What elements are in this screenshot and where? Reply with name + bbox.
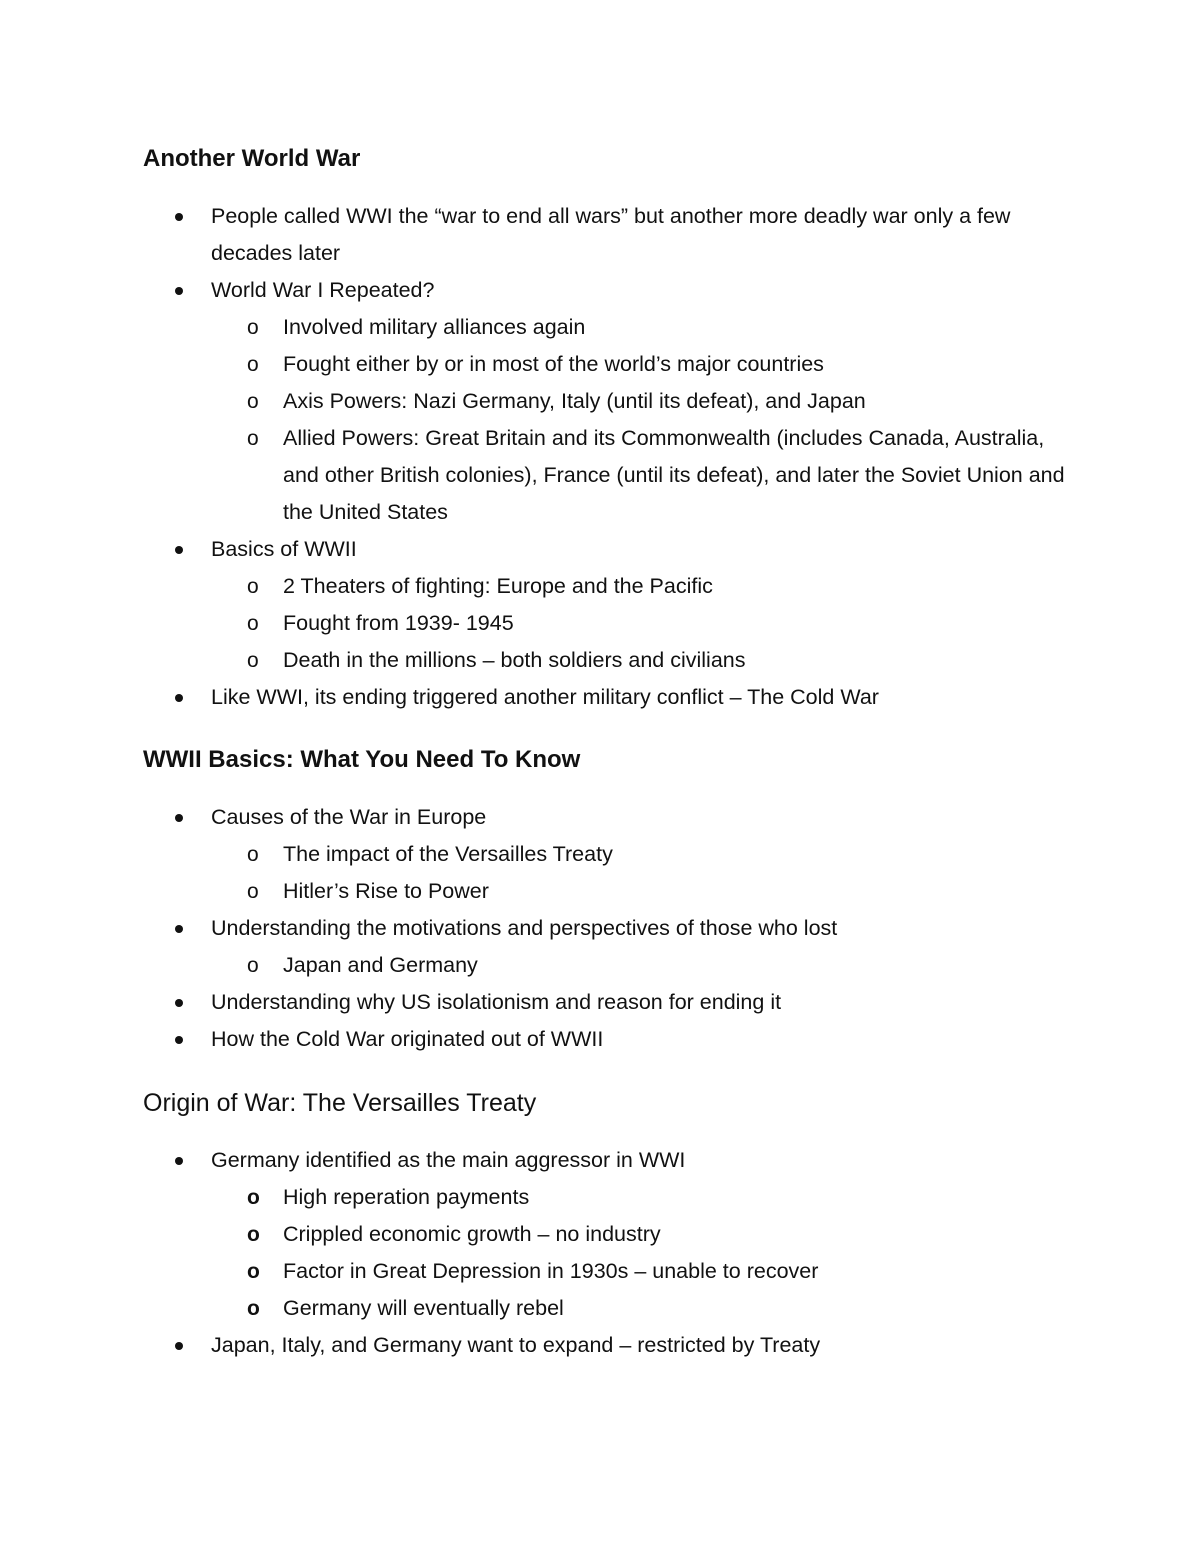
sub-item-text: Axis Powers: Nazi Germany, Italy (until its defeat), and Japan	[283, 388, 866, 413]
bullet-icon	[175, 287, 183, 295]
sub-list-item	[211, 836, 1083, 873]
hollow-bullet-icon: o	[247, 953, 259, 977]
bullet-icon	[175, 213, 183, 221]
bullet-icon	[175, 999, 183, 1007]
hollow-bullet-icon: o	[247, 1296, 260, 1320]
sub-item-text: 2 Theaters of fighting: Europe and the Pacific	[283, 573, 713, 598]
sub-list-item	[211, 346, 1083, 383]
sub-list	[211, 568, 1083, 679]
sub-item-text: Death in the millions – both soldiers and civilians	[283, 647, 746, 672]
sub-item-text: The impact of the Versailles Treaty	[283, 841, 613, 866]
list-item-text: Like WWI, its ending triggered another military conflict – The Cold War	[211, 684, 879, 709]
list-item	[143, 679, 1083, 716]
bullet-list	[143, 799, 1083, 1058]
list-item	[143, 272, 1083, 531]
list-item-text: Germany identified as the main aggressor in WWI	[211, 1147, 686, 1172]
hollow-bullet-icon: o	[247, 1222, 260, 1246]
hollow-bullet-icon: o	[247, 389, 259, 413]
sub-item-text: Japan and Germany	[283, 952, 478, 977]
sub-list-item	[211, 1216, 1083, 1253]
document-content	[143, 140, 1083, 1364]
sub-item-text: Allied Powers: Great Britain and its Commonwealth (includes Canada, Australia, and other British colonies), France (until its defeat), and later the Soviet Union and the United States	[283, 425, 1065, 524]
sub-list-item	[211, 309, 1083, 346]
sub-item-text: Factor in Great Depression in 1930s – unable to recover	[283, 1258, 819, 1283]
sub-item-text: Crippled economic growth – no industry	[283, 1221, 661, 1246]
sub-item-text: Fought from 1939- 1945	[283, 610, 514, 635]
hollow-bullet-icon: o	[247, 426, 259, 450]
sub-item-text: High reperation payments	[283, 1184, 530, 1209]
sub-item-text: Fought either by or in most of the world’s major countries	[283, 351, 824, 376]
sub-item-text: Germany will eventually rebel	[283, 1295, 564, 1320]
sub-list-item	[211, 873, 1083, 910]
sub-list	[211, 1179, 1083, 1327]
list-item-text: Understanding why US isolationism and reason for ending it	[211, 989, 782, 1014]
sub-list-item	[211, 568, 1083, 605]
list-item-text: People called WWI the “war to end all wars” but another more deadly war only a few decades later	[211, 203, 1011, 265]
hollow-bullet-icon: o	[247, 574, 259, 598]
list-item	[143, 799, 1083, 910]
sub-list-item	[211, 1290, 1083, 1327]
sub-item-text: Involved military alliances again	[283, 314, 586, 339]
sub-list-item	[211, 383, 1083, 420]
list-item-text: Japan, Italy, and Germany want to expand – restricted by Treaty	[211, 1332, 821, 1357]
hollow-bullet-icon: o	[247, 611, 259, 635]
section-heading: Origin of War: The Versailles Treaty	[143, 1088, 537, 1117]
bullet-list	[143, 198, 1083, 716]
list-item	[143, 531, 1083, 679]
list-item	[143, 1021, 1083, 1058]
bullet-icon	[175, 925, 183, 933]
list-item	[143, 984, 1083, 1021]
sub-list	[211, 947, 1083, 984]
hollow-bullet-icon: o	[247, 1259, 260, 1283]
sub-list-item	[211, 420, 1083, 531]
list-item	[143, 198, 1083, 272]
bullet-icon	[175, 546, 183, 554]
list-item	[143, 1327, 1083, 1364]
list-item	[143, 910, 1083, 984]
sub-list-item	[211, 642, 1083, 679]
hollow-bullet-icon: o	[247, 1185, 260, 1209]
list-item-text: How the Cold War originated out of WWII	[211, 1026, 604, 1051]
list-item-text: World War I Repeated?	[211, 277, 435, 302]
sub-list-item	[211, 1253, 1083, 1290]
bullet-icon	[175, 814, 183, 822]
bullet-icon	[175, 1157, 183, 1165]
section-heading: Another World War	[143, 145, 361, 172]
list-item-text: Causes of the War in Europe	[211, 804, 487, 829]
bullet-icon	[175, 694, 183, 702]
hollow-bullet-icon: o	[247, 842, 259, 866]
bullet-icon	[175, 1036, 183, 1044]
list-item-text: Basics of WWII	[211, 536, 357, 561]
sub-item-text: Hitler’s Rise to Power	[283, 878, 489, 903]
hollow-bullet-icon: o	[247, 352, 259, 376]
list-item-text: Understanding the motivations and perspectives of those who lost	[211, 915, 838, 940]
list-item	[143, 1142, 1083, 1327]
hollow-bullet-icon: o	[247, 879, 259, 903]
sub-list	[211, 309, 1083, 531]
sub-list	[211, 836, 1083, 910]
sub-list-item	[211, 947, 1083, 984]
sub-list-item	[211, 605, 1083, 642]
bullet-list	[143, 1142, 1083, 1364]
sub-list-item	[211, 1179, 1083, 1216]
hollow-bullet-icon: o	[247, 648, 259, 672]
section-heading: WWII Basics: What You Need To Know	[143, 745, 581, 773]
hollow-bullet-icon: o	[247, 315, 259, 339]
bullet-icon	[175, 1342, 183, 1350]
